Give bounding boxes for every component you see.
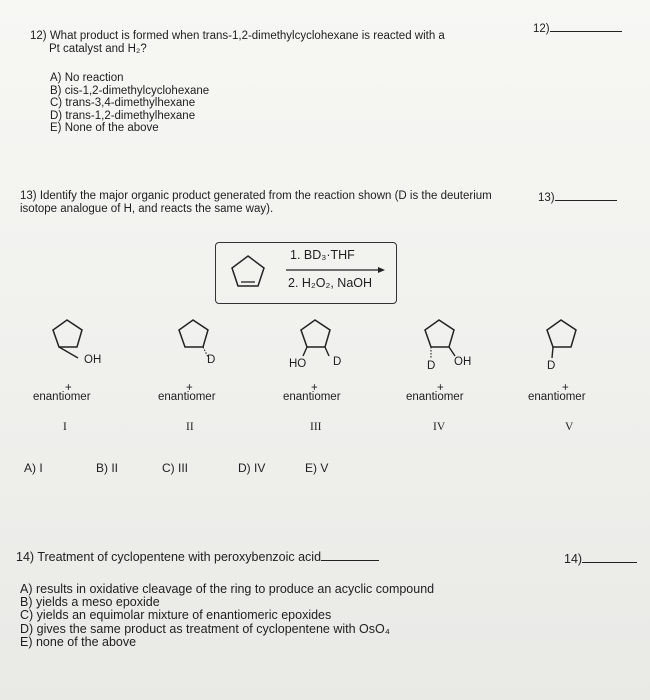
q13-choice-d[interactable]: D) IV xyxy=(238,461,266,475)
structure-iv-numeral: IV xyxy=(433,421,446,433)
q13-choice-b[interactable]: B) II xyxy=(96,461,119,475)
q14-option-e[interactable]: E) none of the above xyxy=(20,634,137,649)
q14-option-b[interactable]: B) yields a meso epoxide xyxy=(20,595,160,610)
reagent-step1: 1. BD₃·THF xyxy=(290,248,355,262)
q12-question-line2: Pt catalyst and H₂? xyxy=(49,43,147,55)
reaction-arrow xyxy=(286,266,386,274)
structure-v-plus: + xyxy=(562,382,569,394)
q14-answer-blank[interactable]: 14) xyxy=(564,552,637,566)
q13-choice-c[interactable]: C) III xyxy=(162,461,188,475)
structure-v-d: D xyxy=(547,360,556,372)
structure-i-oh: OH xyxy=(84,354,102,366)
structure-iii-plus: + xyxy=(311,382,318,394)
q12-option-c[interactable]: C) trans-3,4-dimethylhexane xyxy=(50,97,196,110)
structure-iii-d: D xyxy=(333,356,342,368)
q12-option-d[interactable]: D) trans-1,2-dimethylhexane xyxy=(50,109,196,122)
structure-ii-enantiomer: enantiomer xyxy=(158,391,216,403)
structure-v xyxy=(542,318,592,366)
structure-iii-ho: HO xyxy=(289,358,307,370)
q14-options xyxy=(20,583,434,649)
q14-option-c[interactable]: C) yields an equimolar mixture of enantiomeric epoxides xyxy=(20,608,332,623)
q12-question-line1: 12) What product is formed when trans-1,2-dimethylcyclohexane is reacted with a xyxy=(30,30,445,42)
q12-option-e[interactable]: E) None of the above xyxy=(50,122,159,135)
structure-ii-d: D xyxy=(207,354,216,366)
q13-answer-blank[interactable]: 13) xyxy=(538,191,617,205)
reagent-step2: 2. H₂O₂, NaOH xyxy=(288,276,373,290)
structure-ii-numeral: II xyxy=(186,421,194,433)
q13-question-line2: isotope analogue of H, and reacts the same way). xyxy=(20,203,274,215)
structure-v-numeral: V xyxy=(565,421,574,433)
structure-i-enantiomer: enantiomer xyxy=(33,391,91,403)
q14-option-d[interactable]: D) gives the same product as treatment of cyclopentene with OsO₄ xyxy=(20,621,390,636)
q12-option-a[interactable]: A) No reaction xyxy=(50,72,124,84)
structure-i-numeral: I xyxy=(63,421,67,433)
structure-iv-enantiomer: enantiomer xyxy=(406,391,464,403)
structure-iv-oh: OH xyxy=(454,356,472,368)
structure-ii-plus: + xyxy=(186,382,193,394)
structure-i-plus: + xyxy=(65,382,72,394)
q13-question-line1: 13) Identify the major organic product generated from the reaction shown (D is the deuterium xyxy=(20,190,492,202)
q13-choice-a[interactable]: A) I xyxy=(24,461,43,475)
q12-option-b[interactable]: B) cis-1,2-dimethylcyclohexane xyxy=(50,84,210,97)
structure-iii-enantiomer: enantiomer xyxy=(283,391,341,403)
structure-ii xyxy=(174,318,224,366)
q14-option-a[interactable]: A) results in oxidative cleavage of the ring to produce an acyclic compound xyxy=(20,582,435,596)
q13-choice-e[interactable]: E) V xyxy=(305,461,329,475)
structure-iv-d: D xyxy=(427,360,436,372)
q14-question: 14) Treatment of cyclopentene with peroxybenzoic acid xyxy=(16,550,379,564)
q12-answer-blank[interactable]: 12) xyxy=(533,22,622,36)
structure-v-enantiomer: enantiomer xyxy=(528,391,586,403)
q12-options xyxy=(50,72,209,135)
structure-iii-numeral: III xyxy=(310,421,322,433)
structure-iv-plus: + xyxy=(437,382,444,394)
